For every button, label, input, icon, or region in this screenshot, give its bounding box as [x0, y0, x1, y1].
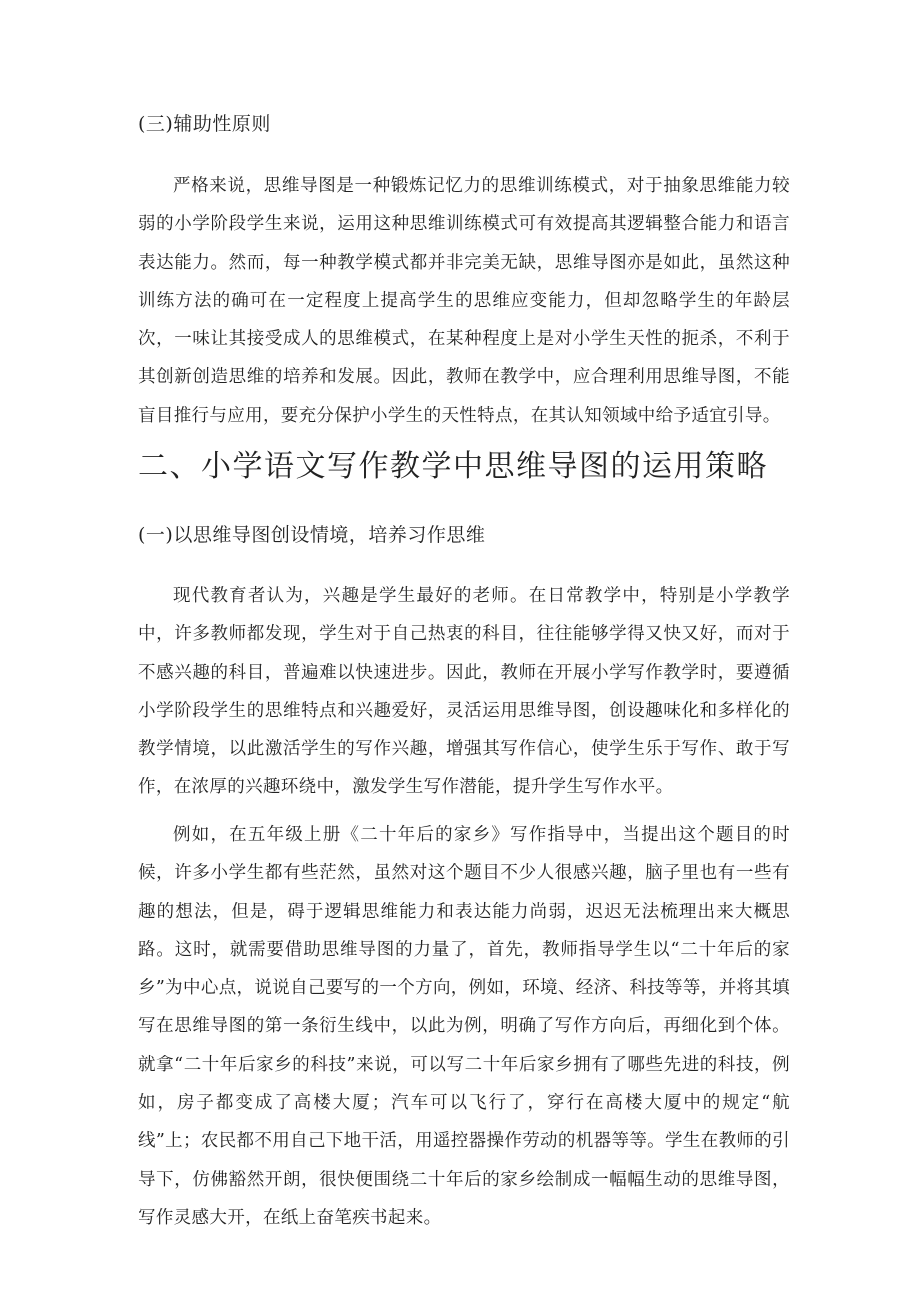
paragraph-interest: 现代教育者认为，兴趣是学生最好的老师。在日常教学中，特别是小学教学中，许多教师都发现，学生对于自己热衷的科目，往往能够学得又快又好，而对于不感兴趣的科目，普遍难以快速进步。因此，教师在开展小学写作教学时，要遵循小学阶段学生的思维特点和兴趣爱好，灵活运用思维导图，创设趣味化和多样化的教学情境，以此激活学生的写作兴趣，增强其写作信心，使学生乐于写作、敢于写作，在浓厚的兴趣环绕中，激发学生写作潜能，提升学生写作水平。 — [138, 586, 790, 798]
paragraph-auxiliary-principle: 严格来说，思维导图是一种锻炼记忆力的思维训练模式，对于抽象思维能力较弱的小学阶段学生来说，运用这种思维训练模式可有效提高其逻辑整合能力和语言表达能力。然而，每一种教学模式都并非完美无缺，思维导图亦是如此，虽然这种训练方法的确可在一定程度上提高学生的思维应变能力，但却忽略学生的年龄层次，一味让其接受成人的思维模式，在某种程度上是对小学生天性的扼杀，不利于其创新创造思维的培养和发展。因此，教师在教学中，应合理利用思维导图，不能盲目推行与应用，要充分保护小学生的天性特点，在其认知领域中给予适宜引导。 — [138, 176, 790, 426]
section-3-heading: (三)辅助性原则 — [138, 113, 271, 135]
section-1-heading: (一)以思维导图创设情境，培养习作思维 — [138, 524, 486, 546]
paragraph-example: 例如，在五年级上册《二十年后的家乡》写作指导中，当提出这个题目的时候，许多小学生都有些茫然，虽然对这个题目不少人很感兴趣，脑子里也有一些有趣的想法，但是，碍于逻辑思维能力和表达能力尚弱，迟迟无法梳理出来大概思路。这时，就需要借助思维导图的力量了，首先，教师指导学生以“二十年后的家乡”为中心点，说说自己要写的一个方向，例如，环境、经济、科技等等，并将其填写在思维导图的第一条衍生线中，以此为例，明确了写作方向后，再细化到个体。就拿“二十年后家乡的科技”来说，可以写二十年后家乡拥有了哪些先进的科技，例如，房子都变成了高楼大厦；汽车可以飞行了，穿行在高楼大厦中的规定“航线”上；农民都不用自己下地干活，用遥控器操作劳动的机器等等。学生在教师的引导下，仿佛豁然开朗，很快便围绕二十年后的家乡绘制成一幅幅生动的思维导图，写作灵感大开，在纸上奋笔疾书起来。 — [138, 825, 790, 1228]
chapter-2-heading: 二、小学语文写作教学中思维导图的运用策略 — [138, 449, 768, 484]
